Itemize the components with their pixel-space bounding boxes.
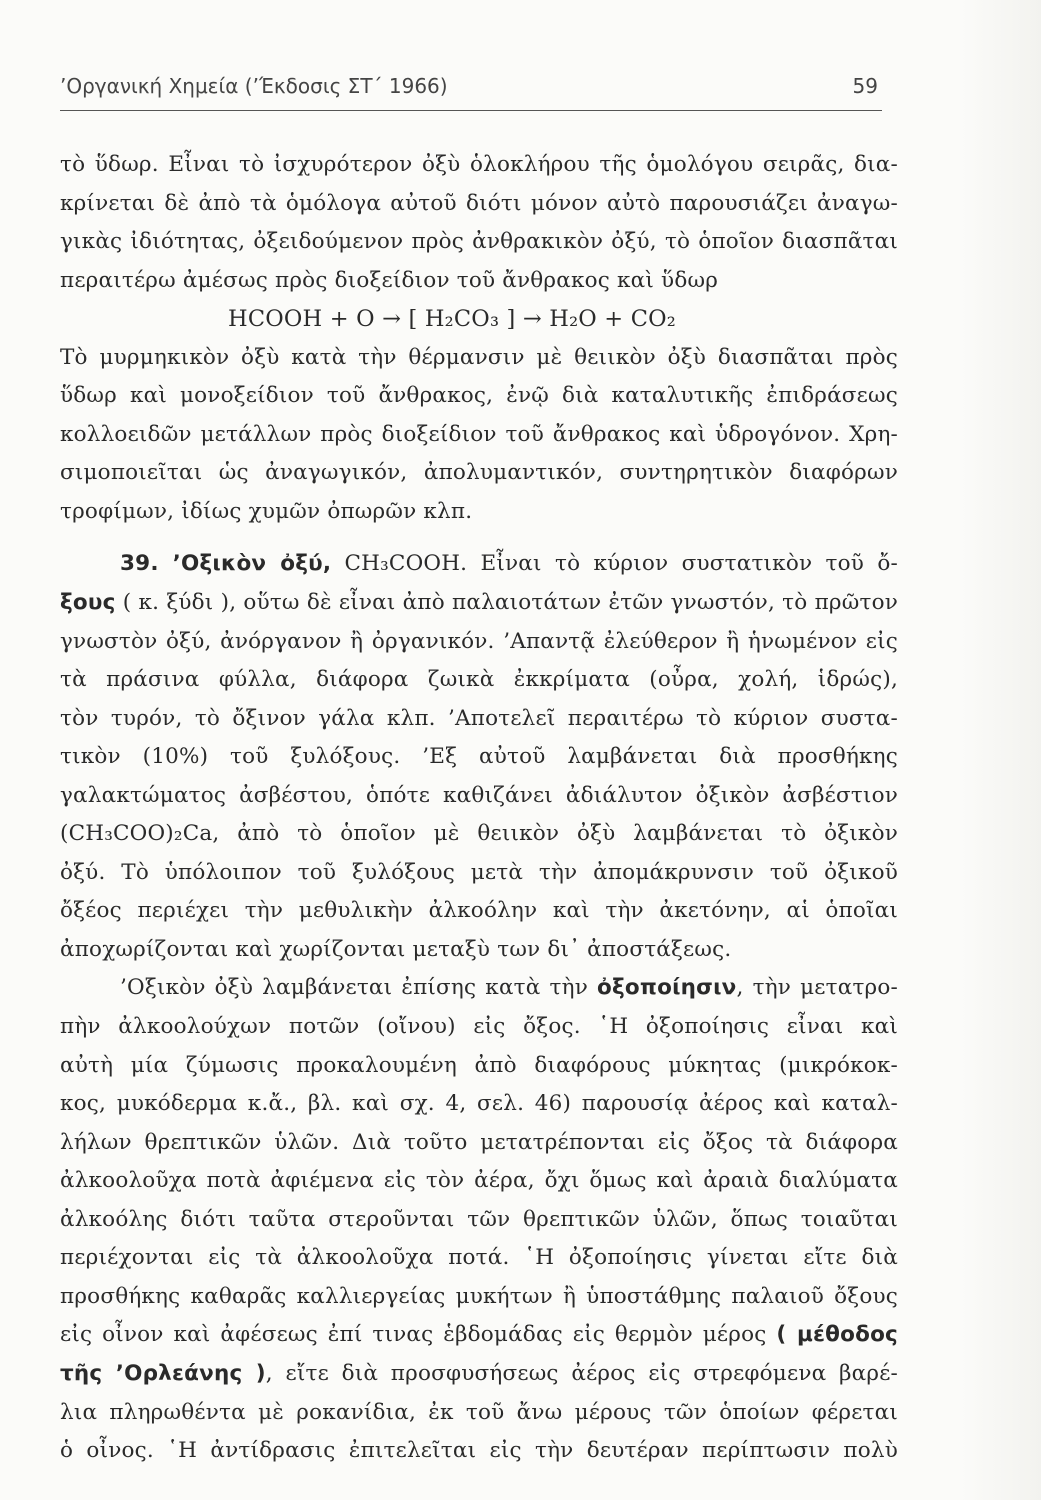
text-line — [60, 1355, 898, 1394]
text-line — [60, 1316, 898, 1355]
header-rule — [60, 110, 882, 111]
text-run: εἰς οἶνον καὶ ἀφέσεως ἐπί τινας ἑβδομάδας εἰς θερμὸν μέρος — [60, 1322, 777, 1348]
text-run: , εἴτε διὰ προσφυσήσεως ἀέρος εἰς στρεφόμενα βαρέ- — [265, 1360, 898, 1386]
text-line: τροφίμων, ἰδίως χυμῶν ὀπωρῶν κλπ. — [60, 498, 473, 524]
text-line: αὐτὴ μία ζύμωσις προκαλουμένη ἀπὸ διαφόρους μύκητας (μικρόκοκ- — [60, 1052, 898, 1078]
text-line: ὕδωρ καὶ μονοξείδιον τοῦ ἄνθρακος, ἐνῷ διὰ καταλυτικῆς ἐπιδράσεως — [60, 383, 898, 409]
chemical-equation: HCOOH + O → [ H₂CO₃ ] → H₂O + CO₂ — [228, 306, 676, 333]
text-line: τὰ πράσινα φύλλα, διάφορα ζωικὰ ἐκκρίματα (οὖρα, χολή, ἱδρώς), — [60, 667, 898, 693]
text-line: κολλοειδῶν μετάλλων πρὸς διοξείδιον τοῦ ἄνθρακος καὶ ὑδρογόνον. Χρη- — [60, 421, 898, 447]
text-line: πὴν ἀλκοολούχων ποτῶν (οἴνου) εἰς ὄξος. ῾Η ὀξοποίησις εἶναι καὶ — [60, 1014, 898, 1040]
text-line: περιέχονται εἰς τὰ ἀλκοολοῦχα ποτά. ῾Η ὀξοποίησις γίνεται εἴτε διὰ — [60, 1245, 898, 1271]
text-line: ὁ οἶνος. ῾Η ἀντίδρασις ἐπιτελεῖται εἰς τὴν δευτέραν περίπτωσιν πολὺ — [60, 1438, 898, 1464]
bold-term: ξους — [60, 590, 116, 616]
text-line: ἀλκοόλης διότι ταῦτα στεροῦνται τῶν θρεπτικῶν ὑλῶν, ὅπως τοιαῦται — [60, 1206, 898, 1232]
text-run: ’Οξικὸν ὀξὺ λαμβάνεται ἐπίσης κατὰ τὴν — [120, 975, 598, 1001]
text-line: Τὸ μυρμηκικὸν ὀξὺ κατὰ τὴν θέρμανσιν μὲ θειικὸν ὀξὺ διασπᾶται πρὸς — [60, 344, 898, 370]
text-line: προσθήκης καθαρᾶς καλλιεργείας μυκήτων ἢ ὑποστάθμης παλαιοῦ ὄξους — [60, 1283, 898, 1309]
text-line: (CH₃COO)₂Ca, ἀπὸ τὸ ὁποῖον μὲ θειικὸν ὀξὺ λαμβάνεται τὸ ὀξικὸν — [60, 821, 898, 847]
page-number: 59 — [852, 74, 878, 98]
text-line: λια πληρωθέντα μὲ ροκανίδια, ἐκ τοῦ ἄνω μέρους τῶν ὁποίων φέρεται — [60, 1399, 898, 1425]
section-39-heading-line — [60, 545, 898, 584]
bold-term: τῆς ’Ορλεάνης ) — [60, 1360, 266, 1386]
text-line: κρίνεται δὲ ἀπὸ τὰ ὁμόλογα αὐτοῦ διότι μόνον αὐτὸ παρουσιάζει ἀναγω- — [60, 190, 898, 216]
page-edge-shadow — [961, 0, 1041, 1500]
text-line: γικὰς ἰδιότητας, ὀξειδούμενον πρὸς ἀνθρακικὸν ὀξύ, τὸ ὁποῖον διασπᾶται — [60, 229, 898, 255]
text-line: κος, μυκόδερμα κ.ἄ., βλ. καὶ σχ. 4, σελ. 46) παρουσίᾳ ἀέρος καὶ καταλ- — [60, 1091, 898, 1117]
heading-rest: CH₃COOH. Εἶναι τὸ κύριον συστατικὸν τοῦ ὄ- — [331, 551, 898, 577]
text-line: ἀποχωρίζονται καὶ χωρίζονται μεταξὺ των δι᾿ ἀποστάξεως. — [60, 936, 732, 962]
section-heading: 39. ’Οξικὸν ὀξύ, — [120, 551, 332, 577]
text-line: ἀλκοολοῦχα ποτὰ ἀφιέμενα εἰς τὸν ἀέρα, ὄχι ὅμως καὶ ἀραιὰ διαλύματα — [60, 1168, 898, 1194]
text-line: λήλων θρεπτικῶν ὑλῶν. Διὰ τοῦτο μετατρέπονται εἰς ὄξος τὰ διάφορα — [60, 1129, 898, 1155]
text-line: περαιτέρω ἀμέσως πρὸς διοξείδιον τοῦ ἄνθρακος καὶ ὕδωρ — [60, 267, 719, 293]
text-line — [60, 969, 898, 1008]
bold-term: ( μέθοδος — [776, 1322, 898, 1348]
book-title: ’Οργανική Χημεία (’Έκδοσις ΣΤ΄ 1966) — [60, 74, 448, 98]
text-run: ( κ. ξύδι ), οὕτω δὲ εἶναι ἀπὸ παλαιοτάτων ἐτῶν γνωστόν, τὸ πρῶτον — [115, 590, 898, 616]
running-header — [60, 74, 882, 104]
text-line: γνωστὸν ὀξύ, ἀνόργανον ἢ ὀργανικόν. ’Απαντᾷ ἐλεύθερον ἢ ἡνωμένον εἰς — [60, 628, 898, 654]
bold-term: ὀξοποίησιν — [597, 975, 737, 1001]
text-run: , τὴν μετατρο- — [736, 975, 899, 1001]
page-body — [60, 146, 898, 1471]
text-line: σιμοποιεῖται ὡς ἀναγωγικόν, ἀπολυμαντικόν, συντηρητικὸν διαφόρων — [60, 460, 898, 486]
text-line: τὸν τυρόν, τὸ ὄξινον γάλα κλπ. ’Αποτελεῖ περαιτέρω τὸ κύριον συστα- — [60, 705, 898, 731]
text-line: τικὸν (10%) τοῦ ξυλόξους. ’Εξ αὐτοῦ λαμβάνεται διὰ προσθήκης — [60, 744, 898, 770]
text-line: τὸ ὕδωρ. Εἶναι τὸ ἰσχυρότερον ὀξὺ ὁλοκλήρου τῆς ὁμολόγου σειρᾶς, δια- — [60, 152, 898, 177]
text-line: ὀξύ. Τὸ ὑπόλοιπον τοῦ ξυλόξους μετὰ τὴν ἀπομάκρυνσιν τοῦ ὀξικοῦ — [60, 859, 898, 885]
text-line: ὄξέος περιέχει τὴν μεθυλικὴν ἀλκοόλην καὶ τὴν ἀκετόνην, αἱ ὁποῖαι — [60, 898, 898, 924]
text-line — [60, 584, 898, 623]
text-line: γαλακτώματος ἀσβέστου, ὁπότε καθιζάνει ἀδιάλυτον ὀξικὸν ἀσβέστιον — [60, 782, 898, 808]
